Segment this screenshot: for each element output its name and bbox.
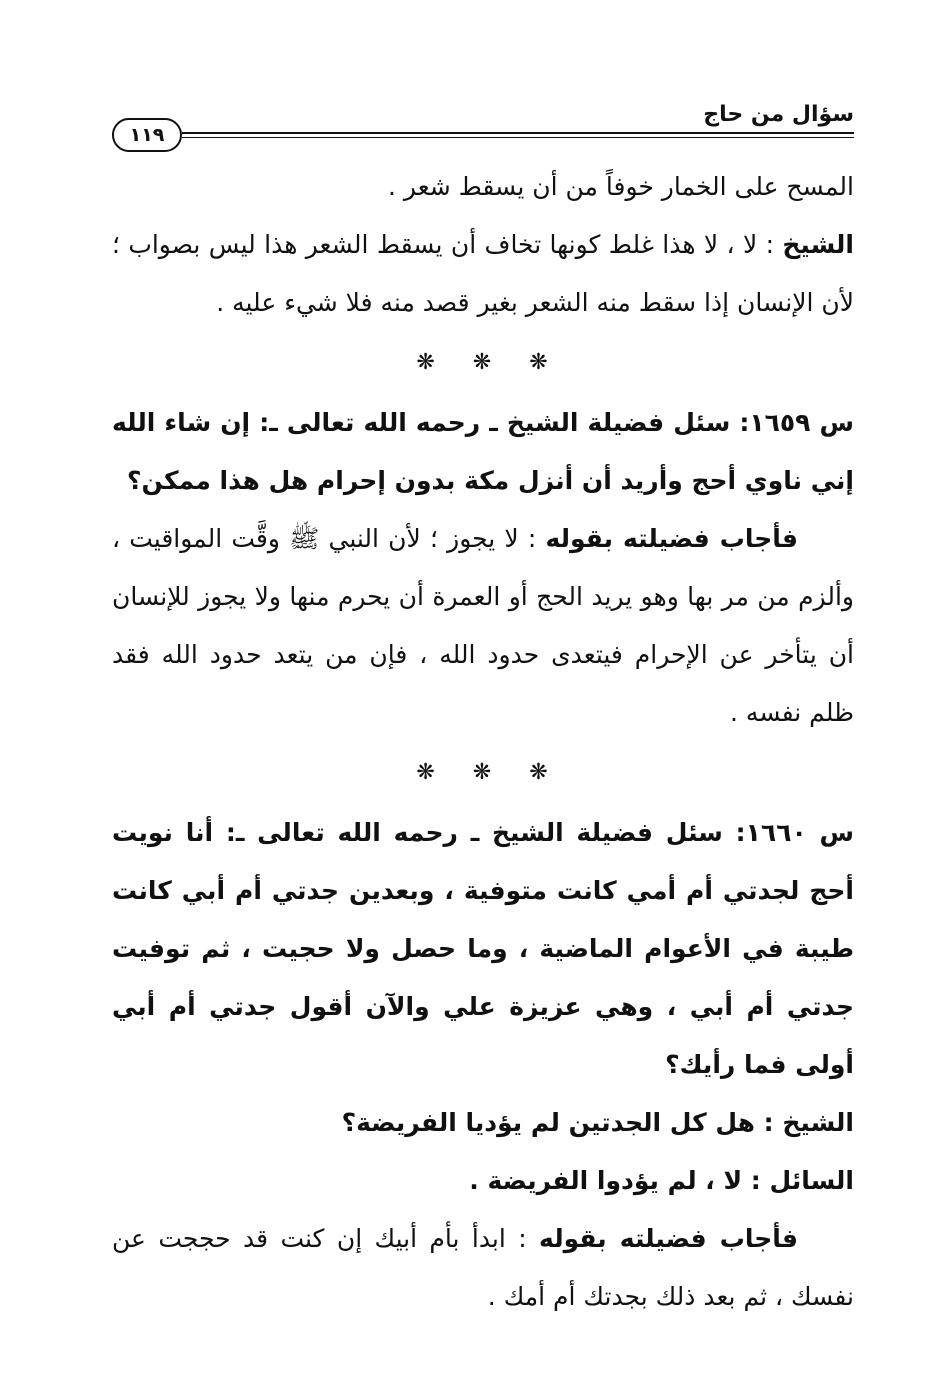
section-separator — [112, 332, 854, 394]
header-rule — [182, 132, 854, 134]
text-segment: : لا ، لا هذا غلط كونها تخاف أن يسقط الشعر هذا ليس بصواب ؛ لأن الإنسان إذا سقط منه الشعر بغير قصد منه فلا شيء عليه . — [112, 230, 854, 317]
section-separator — [112, 742, 854, 804]
page-body — [112, 158, 854, 1326]
asterism-mark: ❋ — [472, 350, 494, 375]
paragraph — [112, 1094, 854, 1152]
asterism-mark: ❋ — [472, 760, 494, 785]
text-segment: : ابدأ بأم أبيك إن كنت قد حججت عن نفسك ، ثم بعد ذلك بجدتك أم أمك . — [112, 1224, 854, 1311]
running-title: سؤال من حاج — [703, 102, 854, 127]
asterism-mark: ❋ — [416, 760, 437, 785]
bold-text-segment: الشيخ : هل كل الجدتين لم يؤديا الفريضة؟ — [341, 1108, 854, 1137]
paragraph — [112, 158, 854, 216]
paragraph — [112, 394, 854, 510]
bold-text-segment: فأجاب فضيلته بقوله — [539, 1224, 798, 1253]
text-segment: : لا يجوز ؛ لأن النبي ﷺ وقَّت المواقيت ، وألزم من مر بها وهو يريد الحج أو العمرة أن يحرم منها ولا يجوز للإنسان أن يتأخر عن الإحرام فيتعدى حدود الله ، فإن من يتعد حدود الله فقد ظلم نفسه . — [112, 524, 854, 727]
asterism-mark: ❋ — [529, 350, 550, 375]
bold-text-segment: السائل : لا ، لم يؤدوا الفريضة . — [469, 1166, 854, 1195]
bold-text-segment: الشيخ — [782, 230, 854, 259]
paragraph — [112, 1152, 854, 1210]
bold-text-segment: س ١٦٦٠: سئل فضيلة الشيخ ـ رحمه الله تعالى ـ: أنا نويت أحج لجدتي أم أمي كانت متوفية ، وبعدين جدتي أم أبي كانت طيبة في الأعوام الماضية ، وما حصل ولا حجيت ، ثم توفيت جدتي أم أبي ، وهي عزيزة علي والآن أقول جدتي أم أبي أولى فما رأيك؟ — [112, 818, 854, 1079]
paragraph — [112, 804, 854, 1094]
page-header — [112, 100, 854, 148]
text-segment: المسح على الخمار خوفاً من أن يسقط شعر . — [388, 172, 854, 201]
asterism-mark: ❋ — [416, 350, 437, 375]
paragraph — [112, 510, 854, 742]
header-rule-thin — [182, 137, 854, 138]
asterism-mark: ❋ — [529, 760, 550, 785]
paragraph — [112, 216, 854, 332]
bold-text-segment: س ١٦٥٩: سئل فضيلة الشيخ ـ رحمه الله تعالى ـ: إن شاء الله إني ناوي أحج وأريد أن أنزل مكة بدون إحرام هل هذا ممكن؟ — [112, 408, 855, 495]
bold-text-segment: فأجاب فضيلته بقوله — [545, 524, 799, 553]
page-number-badge: ١١٩ — [112, 118, 182, 152]
paragraph — [112, 1210, 854, 1326]
